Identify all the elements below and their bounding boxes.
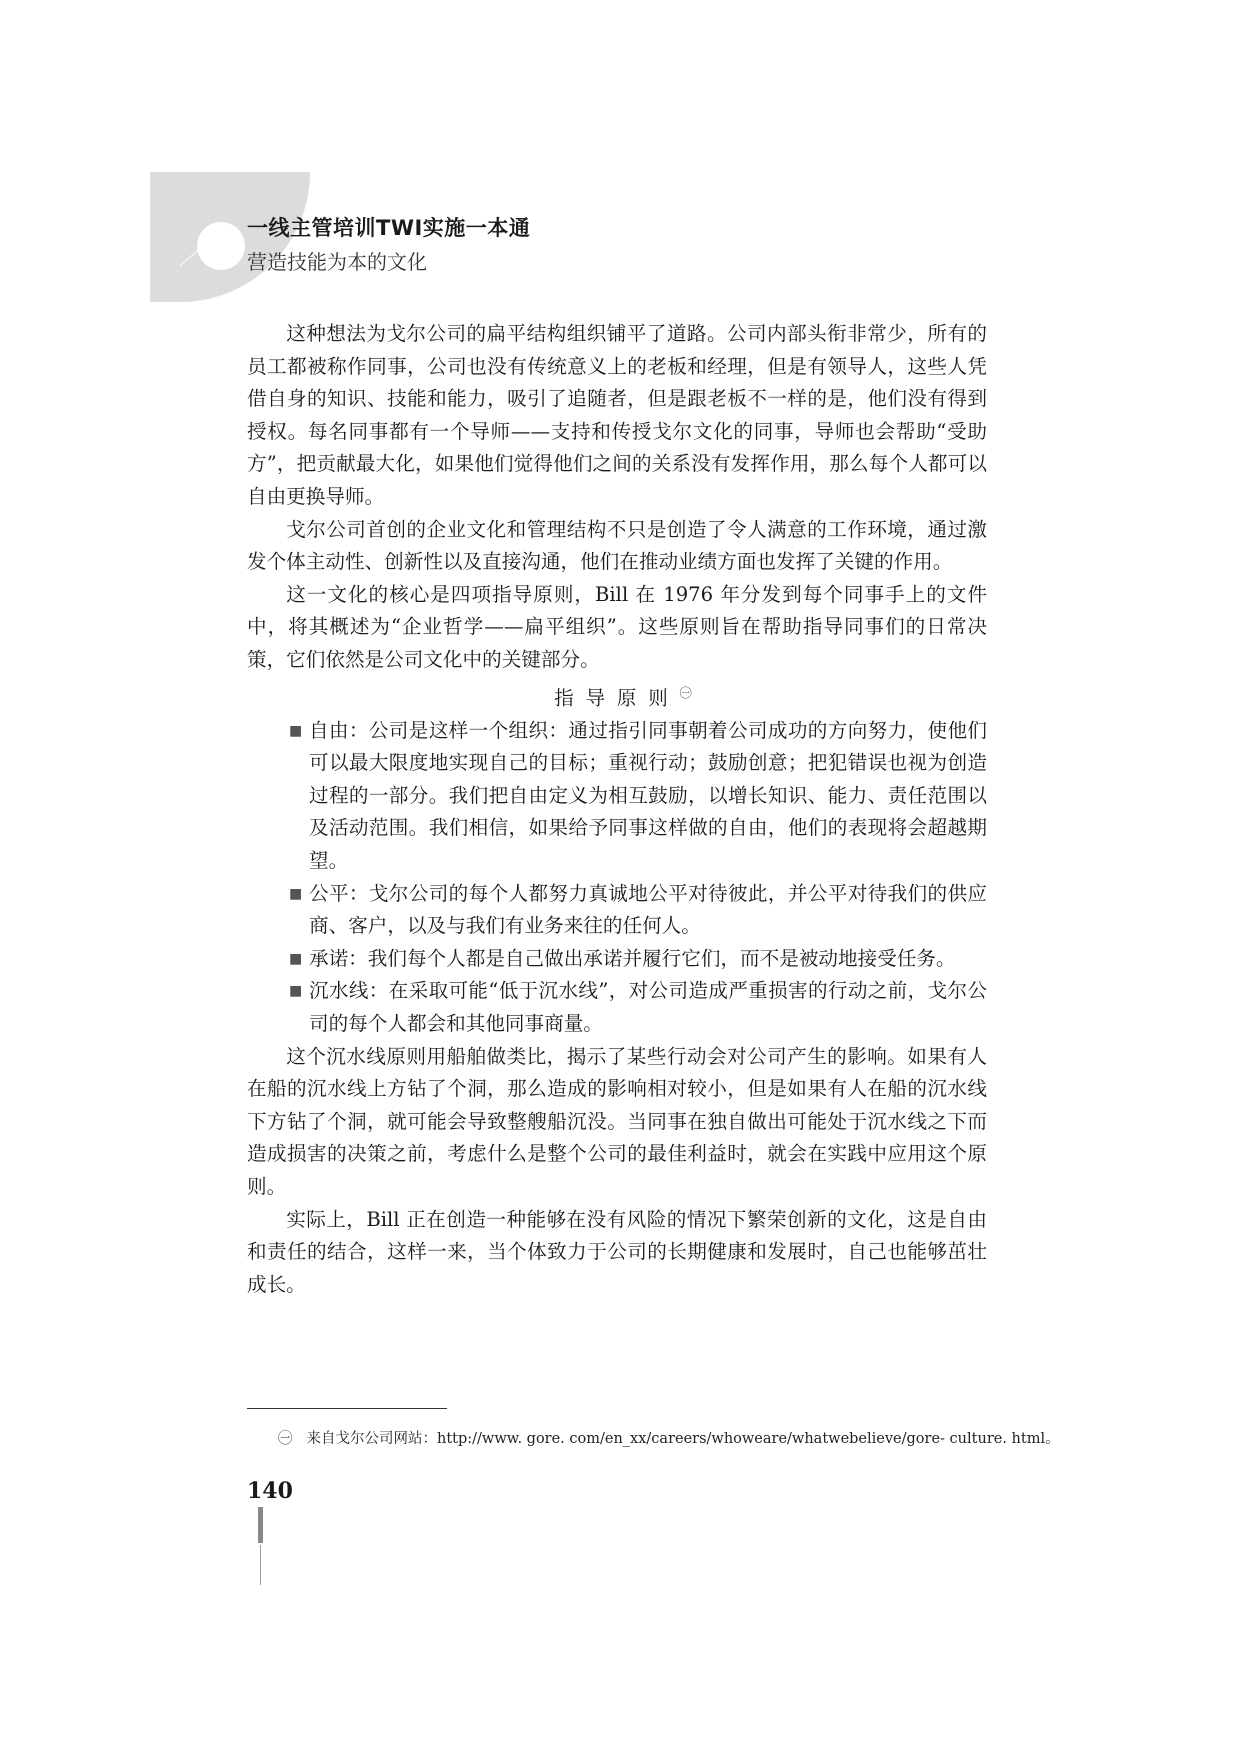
square-bullet-icon: ■ — [289, 885, 303, 902]
principle-item-fairness — [289, 878, 987, 943]
paragraph-5: 实际上，Bill 正在创造一种能够在没有风险的情况下繁荣创新的文化，这是自由和责任的结合，这样一来，当个体致力于公司的长期健康和发展时，自己也能够茁壮成长。 — [247, 1207, 987, 1296]
paragraph-4: 这个沉水线原则用船舶做类比，揭示了某些行动会对公司产生的影响。如果有人在船的沉水线上方钻了个洞，那么造成的影响相对较小，但是如果有人在船的沉水线下方钻了个洞，就可能会导致整艘船沉没。当同事在独自做出可能处于沉水线之下而造成损害的决策之前，考虑什么是整个公司的最佳利益时，就会在实践中应用这个原则。 — [247, 1044, 987, 1198]
paragraph-1: 这种想法为戈尔公司的扁平结构组织铺平了道路。公司内部头衔非常少，所有的员工都被称作同事，公司也没有传统意义上的老板和经理，但是有领导人，这些人凭借自身的知识、技能和能力，吸引了追随者，但是跟老板不一样的是，他们没有得到授权。每名同事都有一个导师——支持和传授戈尔文化的同事，导师也会帮助“受助方”，把贡献最大化，如果他们觉得他们之间的关系没有发挥作用，那么每个人都可以自由更换导师。 — [247, 322, 987, 508]
body-text — [247, 318, 987, 1301]
principle-text: 公平：戈尔公司的每个人都努力真诚地公平对待彼此，并公平对待我们的供应商、客户，以及与我们有业务来往的任何人。 — [309, 881, 987, 938]
principle-item-waterline — [289, 975, 987, 1040]
square-bullet-icon: ■ — [289, 722, 303, 739]
page-number: 140 — [247, 1478, 293, 1504]
paragraph-3: 这一文化的核心是四项指导原则，Bill 在 1976 年分发到每个同事手上的文件中，将其概述为“企业哲学——扁平组织”。这些原则旨在帮助指导同事们的日常决策，它们依然是公司文化中的关键部分。 — [247, 582, 987, 671]
footnote-text: 来自戈尔公司网站：http://www. gore. com/en_xx/careers/whoweare/whatwebelieve/gore- culture. html。 — [306, 1431, 1060, 1447]
page-side-line — [260, 1545, 261, 1585]
principle-item-commitment — [289, 943, 987, 976]
footnote-mark: ㊀ — [278, 1431, 293, 1447]
principle-text: 自由：公司是这样一个组织：通过指引同事朝着公司成功的方向努力，使他们可以最大限度地实现自己的目标；重视行动；鼓励创意；把犯错误也视为创造过程的一部分。我们把自由定义为相互鼓励，以增长知识、能力、责任范围以及活动范围。我们相信，如果给予同事这样做的自由，他们的表现将会超越期望。 — [309, 718, 987, 873]
book-title: 一线主管培训TWI实施一本通 — [247, 216, 531, 240]
principles-list — [247, 715, 987, 1041]
principle-text: 沉水线：在采取可能“低于沉水线”，对公司造成严重损害的行动之前，戈尔公司的每个人都会和其他同事商量。 — [309, 979, 987, 1035]
page-side-bar — [258, 1507, 263, 1543]
paragraph-2: 戈尔公司首创的企业文化和管理结构不只是创造了令人满意的工作环境，通过激发个体主动性、创新性以及直接沟通，他们在推动业绩方面也发挥了关键的作用。 — [247, 517, 987, 574]
square-bullet-icon: ■ — [289, 983, 303, 1000]
principles-heading — [247, 677, 987, 715]
square-bullet-icon: ■ — [289, 950, 303, 967]
principle-item-freedom — [289, 715, 987, 878]
header-circle-decoration — [197, 222, 245, 270]
footnote-reference-mark: ㊀ — [679, 685, 692, 700]
principle-text: 承诺：我们每个人都是自己做出承诺并履行它们，而不是被动地接受任务。 — [309, 946, 956, 970]
chapter-title: 营造技能为本的文化 — [247, 250, 427, 274]
footnote-divider — [247, 1408, 447, 1409]
footnote — [278, 1427, 1060, 1448]
principles-heading-text: 指导原则 — [554, 686, 680, 710]
